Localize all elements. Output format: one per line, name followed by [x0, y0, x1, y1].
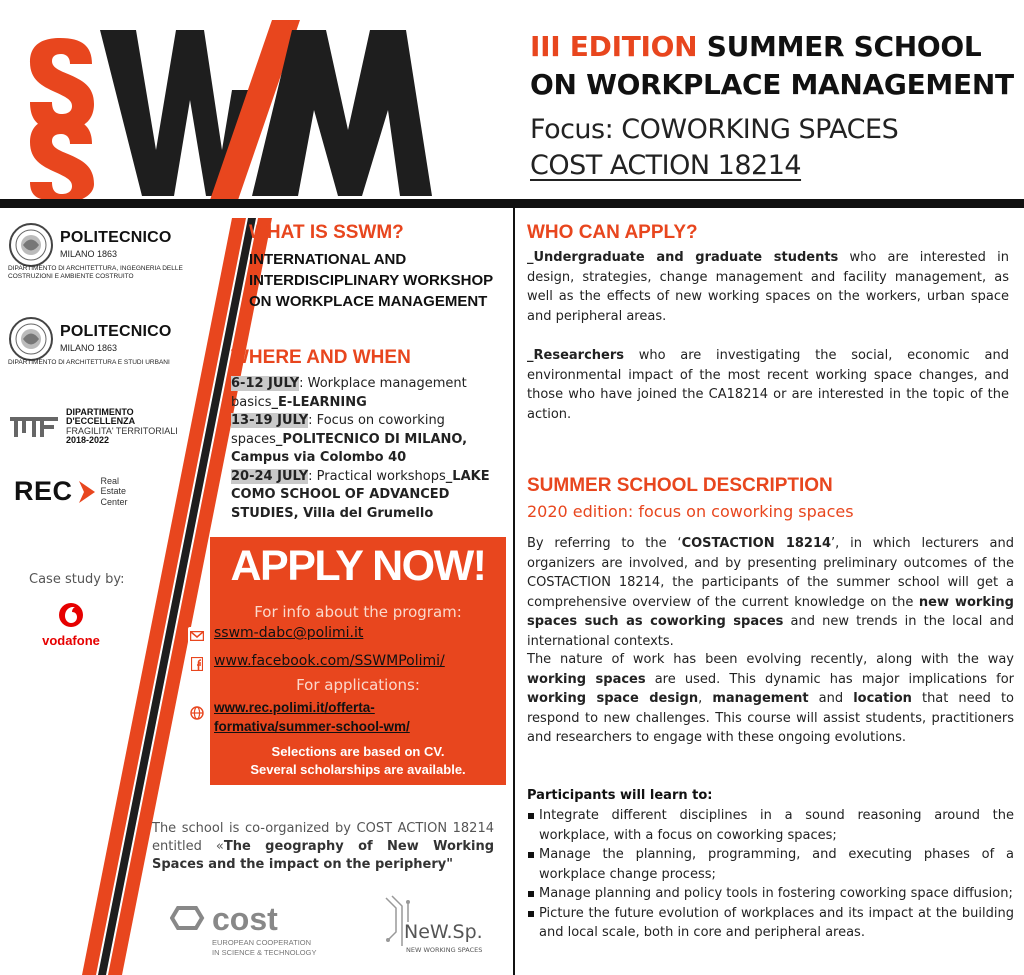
schedule-place: _E-LEARNING — [271, 394, 367, 410]
cost-line2: IN SCIENCE & TECHNOLOGY — [212, 948, 317, 957]
schedule-item — [231, 412, 511, 468]
schedule-item — [231, 375, 511, 412]
schedule-place: _LAKE COMO SCHOOL OF ADVANCED STUDIES, Villa del Grumello — [231, 468, 490, 521]
header-divider-bar — [0, 199, 1024, 208]
who-researchers-paragraph — [527, 346, 1009, 424]
polimi-dabc-logo — [8, 222, 198, 281]
what-body: INTERNATIONAL AND INTERDISCIPLINARY WORKSHOP ON WORKPLACE MANAGEMENT — [249, 251, 493, 310]
desc-bold: COSTACTION 18214 — [681, 536, 832, 551]
polimi-dept-dabc: DIPARTIMENTO DI ARCHITETTURA, INGEGNERIA DELLE COSTRUZIONI E AMBIENTE COSTRUITO — [8, 265, 183, 281]
email-link[interactable]: sswm-dabc@polimi.it — [214, 625, 364, 641]
schedule-date: 6-12 JULY — [231, 376, 300, 391]
applications-link-line1[interactable]: www.rec.polimi.it/offerta- — [214, 700, 375, 715]
description-paragraph-1 — [527, 534, 1014, 651]
header-title-part1: SUMMER SCHOOL — [706, 30, 982, 63]
polimi-year: MILANO 1863 — [60, 249, 118, 259]
apply-now-box — [210, 537, 506, 785]
rec-arrow-icon — [79, 481, 95, 503]
sswm-logo — [0, 0, 520, 200]
email-row — [188, 625, 363, 645]
header-title-line2: ON WORKPLACE MANAGEMENT — [530, 68, 1014, 101]
who-heading: WHO CAN APPLY? — [527, 222, 698, 243]
applications-row — [188, 698, 410, 736]
cost-line1: EUROPEAN COOPERATION — [212, 938, 312, 947]
polimi-year: MILANO 1863 — [60, 343, 118, 353]
learn-list — [527, 806, 1014, 943]
dip-line4: 2018-2022 — [66, 435, 110, 446]
who-students-text: who are interested in design, strategies, change management and facility management, as well as the effects of new working spaces on the workers, urban space and peripheral areas. — [527, 250, 1009, 324]
desc-text: and new trends in the local and international contexts. — [527, 614, 1015, 649]
column-divider — [513, 208, 515, 975]
schedule-text: : Workplace management basics — [231, 376, 467, 410]
applications-link-line2[interactable]: formativa/summer-school-wm/ — [214, 719, 410, 734]
schedule-text: : Focus on coworking spaces — [231, 413, 445, 447]
desc-text: , — [698, 691, 713, 706]
polimi-seal-icon — [8, 222, 54, 268]
vodafone-icon — [58, 602, 84, 628]
list-item: Manage the planning, programming, and executing phases of a workplace change process; — [527, 845, 1014, 884]
description-paragraph-2 — [527, 650, 1014, 748]
sswm-logo-s-letters — [30, 38, 94, 200]
facebook-link[interactable]: www.facebook.com/SSWMPolimi/ — [214, 653, 445, 669]
who-students-paragraph — [527, 248, 1009, 326]
dipartimento-eccellenza-logo — [10, 408, 178, 446]
where-heading: WHERE AND WHEN — [231, 347, 411, 368]
vodafone-logo — [38, 602, 104, 648]
polimi-name: POLITECNICO — [60, 323, 172, 340]
newsp-tag: NEW WORKING SPACES — [406, 946, 483, 954]
cost-word: cost — [212, 901, 278, 937]
tf-mark-icon — [10, 417, 58, 437]
description-subheading: 2020 edition: focus on coworking spaces — [527, 502, 854, 521]
dip-line2: D'ECCELLENZA — [66, 416, 136, 427]
learn-heading: Participants will learn to: — [527, 788, 713, 803]
dip-line3: FRAGILITA' TERRITORIALI — [66, 425, 178, 436]
who-students-bold: _Undergraduate and graduate students — [527, 250, 839, 265]
desc-text: By referring to the ‘ — [527, 536, 682, 551]
what-heading: WHAT IS SSWM? — [249, 222, 404, 243]
selection-line1: Selections are based on CV. — [271, 744, 445, 759]
desc-bold: location — [853, 691, 912, 706]
globe-icon — [188, 704, 206, 722]
desc-bold: working spaces — [527, 671, 646, 687]
facebook-row — [188, 653, 445, 673]
polimi-name: POLITECNICO — [60, 229, 172, 246]
coorg-text: The school is co-organized by COST ACTION 18214 entitled « — [152, 821, 494, 854]
header-cost-action: COST ACTION 18214 — [530, 150, 802, 181]
description-heading: SUMMER SCHOOL DESCRIPTION — [527, 475, 833, 496]
schedule-date: 13-19 JULY — [231, 413, 309, 428]
header-focus: Focus: COWORKING SPACES — [530, 114, 899, 145]
desc-bold: management — [712, 691, 809, 706]
email-icon — [188, 627, 206, 645]
desc-text: that need to respond to new challenges. This course will assist students, practitioners and researchers to engage with these ongoing evolutions. — [527, 691, 1014, 745]
cost-logo — [170, 900, 326, 962]
where-body — [231, 375, 511, 523]
who-researchers-text: who are investigating the social, economic and environmental impact of the most recent working space changes, and those who have joined the CA18214 or are interested in the topic of the action. — [527, 348, 1009, 422]
header-edition: III EDITION — [530, 30, 698, 63]
who-researchers-bold: _Researchers — [527, 348, 624, 363]
rec-line3: Center — [100, 496, 128, 507]
rec-word: REC — [14, 476, 73, 507]
list-item: Picture the future evolution of workplaces and its impact at the building and local scale, both in core and peripheral areas. — [527, 904, 1014, 943]
schedule-text: : Practical workshops — [308, 468, 446, 484]
vodafone-label: vodafone — [42, 633, 100, 648]
applications-link[interactable] — [214, 698, 410, 736]
schedule-item — [231, 468, 511, 524]
desc-bold: new working spaces such as coworking spaces — [527, 594, 1014, 629]
dip-line1: DIPARTIMENTO — [66, 407, 134, 417]
rec-line2: Estate — [100, 486, 127, 497]
polimi-seal-icon — [8, 316, 54, 362]
rec-line1: Real — [100, 476, 120, 486]
polimi-dastu-logo — [8, 316, 198, 367]
desc-text: ’, in which lecturers and organizers are involved, and by presenting preliminary outcomes of the COSTACTION 18214, the participants of the summer school will get a comprehensive overview of the current knowledge on the — [527, 536, 1014, 610]
desc-bold: working space design — [527, 691, 699, 706]
desc-text: The nature of work has been evolving recently, along with the way — [527, 652, 1014, 667]
schedule-date: 20-24 JULY — [231, 468, 309, 484]
list-item: Manage planning and policy tools in fostering coworking space diffusion; — [527, 884, 1014, 904]
case-study-label: Case study by: — [29, 572, 125, 587]
info-label: For info about the program: — [254, 603, 462, 621]
coorg-title: The geography of New Working Spaces and the impact on the periphery" — [152, 839, 495, 872]
co-organized-note — [152, 820, 494, 874]
rec-logo — [14, 476, 128, 507]
facebook-icon — [188, 655, 206, 673]
newsp-word: NeW.Sp. — [404, 921, 483, 943]
desc-text: are used. This dynamic has major implications for — [645, 671, 1014, 687]
header-title-line1 — [530, 30, 981, 63]
polimi-dept-dastu: DIPARTIMENTO DI ARCHITETTURA E STUDI URBANI — [8, 359, 170, 366]
selection-note — [210, 743, 506, 779]
applications-label: For applications: — [296, 676, 420, 694]
list-item: Integrate different disciplines in a sound reasoning around the workplace, with a focus on coworking spaces; — [527, 806, 1014, 845]
selection-line2: Several scholarships are available. — [250, 762, 466, 777]
newsp-logo — [382, 892, 492, 964]
apply-now-title: APPLY NOW! — [230, 542, 486, 590]
schedule-place: _POLITECNICO DI MILANO, Campus via Colombo 40 — [231, 431, 468, 465]
desc-text: and — [808, 691, 854, 706]
